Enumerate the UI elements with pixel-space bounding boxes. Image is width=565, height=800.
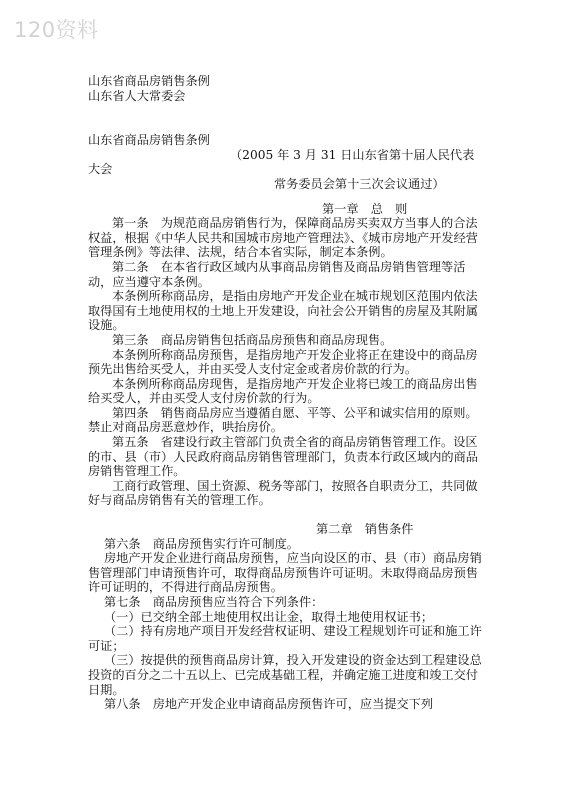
article-7-item-2: （二）持有房地产项目开发经营权证明、建设工程规划许可证和施工许可证； <box>88 624 482 653</box>
article-5-para-2: 工商行政管理、国土资源、税务等部门，按照各自职责分工，共同做好与商品房销售有关的管理工作。 <box>88 478 478 508</box>
article-3-para-3: 本条例所称商品房现售，是指房地产开发企业将已竣工的商品房出售给买受人，并由买受人支付房价款的行为。 <box>88 376 478 406</box>
adopted-line-3: 常务委员会第十三次会议通过） <box>274 176 445 191</box>
header-line-2: 山东省人大常委会 <box>88 88 186 103</box>
document-page <box>88 74 483 712</box>
article-5: 第五条 省建设行政主管部门负责全省的商品房销售管理工作。设区的市、县（市）人民政府商品房销售管理部门，负责本行政区域内的商品房销售管理工作。 <box>88 435 478 479</box>
adopted-line-2: 大会 <box>88 162 113 177</box>
article-3: 第三条 商品房销售包括商品房预售和商品房现售。 <box>112 332 393 347</box>
article-7-item-3: （三）按提供的预售商品房计算，投入开发建设的资金达到工程建设总投资的百分之二十五以上、已完成基础工程，并确定施工进度和竣工交付日期。 <box>88 653 482 697</box>
watermark: 120资料 <box>14 18 99 42</box>
header-line-1: 山东省商品房销售条例 <box>88 74 210 88</box>
article-3-para-2: 本条例所称商品房预售，是指房地产开发企业将正在建设中的商品房预先出售给买受人，并由买受人支付定金或者房价款的行为。 <box>88 347 478 377</box>
doc-title: 山东省商品房销售条例 <box>88 133 210 148</box>
article-1: 第一条 为规范商品房销售行为，保障商品房买卖双方当事人的合法权益，根据《中华人民共和国城市房地产管理法》、《城市房地产开发经营管理条例》等法律、法规，结合本省实际，制定本条例。 <box>88 216 478 260</box>
article-8: 第八条 房地产开发企业申请商品房预售许可，应当提交下列 <box>104 697 434 712</box>
article-2-para-2: 本条例所称商品房，是指由房地产开发企业在城市规划区范围内依法取得国有土地使用权的土地上开发建设，向社会公开销售的房屋及其附属设施。 <box>88 289 478 333</box>
article-7-item-1: （一）已交纳全部土地使用权出让金，取得土地使用权证书； <box>104 609 434 624</box>
adopted-line-1: （2005 年 3 月 31 日山东省第十届人民代表 <box>230 147 475 162</box>
chapter-1-heading: 第一章 总 则 <box>322 201 408 216</box>
chapter-2-heading: 第二章 销售条件 <box>316 522 414 537</box>
article-4: 第四条 销售商品房应当遵循自愿、平等、公平和诚实信用的原则。禁止对商品房恶意炒作，哄抬房价。 <box>88 405 478 435</box>
article-7: 第七条 商品房预售应当符合下列条件： <box>104 595 324 609</box>
article-6: 第六条 商品房预售实行许可制度。 <box>104 536 299 551</box>
article-2: 第二条 在本省行政区域内从事商品房销售及商品房销售管理等活动，应当遵守本条例。 <box>88 259 466 289</box>
article-6-para-2: 房地产开发企业进行商品房预售，应当向设区的市、县（市）商品房销售管理部门申请预售许可，取得商品房预售许可证明。未取得商品房预售许可证明的，不得进行商品房预售。 <box>88 551 482 595</box>
